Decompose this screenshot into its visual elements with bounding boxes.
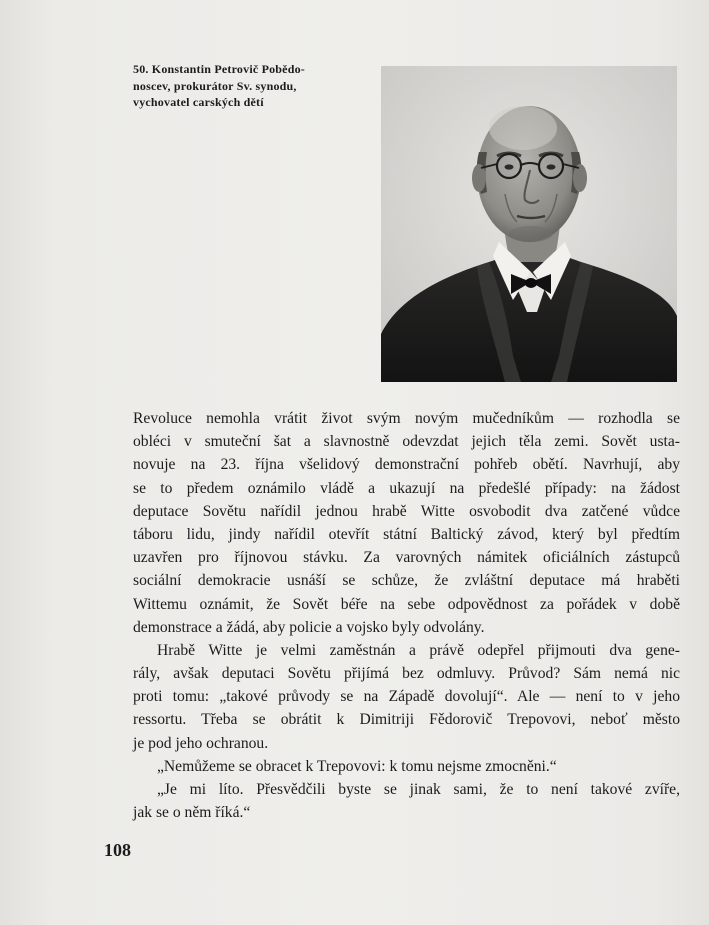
caption-line: vychovatel carských dětí bbox=[133, 95, 264, 109]
caption-line: 50. Konstantin Petrovič Pobědo- bbox=[133, 62, 305, 76]
text-line: jak se o něm říká.“ bbox=[133, 804, 251, 822]
text-line: proti tomu: „takové průvody se na Západě dovolují“. Ale — není to v jeho bbox=[133, 688, 680, 706]
figure-caption bbox=[133, 61, 365, 111]
text-line: „Nemůžeme se obracet k Trepovovi: k tomu nejsme zmocněni.“ bbox=[157, 757, 557, 775]
text-line: „Je mi líto. Přesvědčili byste se jinak sami, že to není takové zvíře, bbox=[157, 781, 680, 798]
page-number: 108 bbox=[104, 840, 131, 860]
portrait-illustration bbox=[381, 66, 677, 382]
text-line: sociální demokracie usnáší se schůze, že zvláštní deputace má hraběti bbox=[133, 572, 680, 590]
text-line: se to předem oznámilo vládě a ukazují na předešlé případy: na žádost bbox=[133, 479, 680, 497]
portrait-photo bbox=[381, 66, 677, 382]
text-line: obléci v smuteční šat a slavnostně odevzdat jejich těla zemi. Sovět usta- bbox=[133, 433, 680, 451]
text-line: Wittemu oznámit, že Sovět béře na sebe odpovědnost za pořádek v době bbox=[133, 595, 680, 613]
text-line: rály, avšak deputaci Sovětu přijímá bez odmluvy. Průvod? Sám nemá nic bbox=[133, 665, 680, 683]
caption-line: noscev, prokurátor Sv. synodu, bbox=[133, 78, 297, 93]
text-line: uzavřen pro říjnovou stávku. Za varovných námitek oficiálních zástupců bbox=[133, 549, 680, 567]
text-line: táboru lidu, jindy nařídil otevřít státní Baltický závod, který byl předtím bbox=[133, 525, 680, 543]
text-line: je pod jeho ochranou. bbox=[133, 734, 269, 752]
text-line: novuje na 23. října všelidový demonstrační pohřeb obětí. Navrhují, aby bbox=[133, 456, 680, 474]
body-text bbox=[133, 407, 680, 824]
text-line: deputace Sovětu nařídil jednou hrabě Witte osvobodit dva zatčené vůdce bbox=[133, 502, 680, 520]
text-line: ressortu. Třeba se obrátit k Dimitriji Fědorovič Trepovovi, neboť město bbox=[133, 711, 680, 729]
text-line: Hrabě Witte je velmi zaměstnán a právě odepřel přijmouti dva gene- bbox=[157, 641, 680, 659]
text-line: Revoluce nemohla vrátit život svým novým mučedníkům — rozhodla se bbox=[133, 410, 680, 427]
text-line: demonstrace a žádá, aby policie a vojsko byly odvolány. bbox=[133, 618, 485, 636]
